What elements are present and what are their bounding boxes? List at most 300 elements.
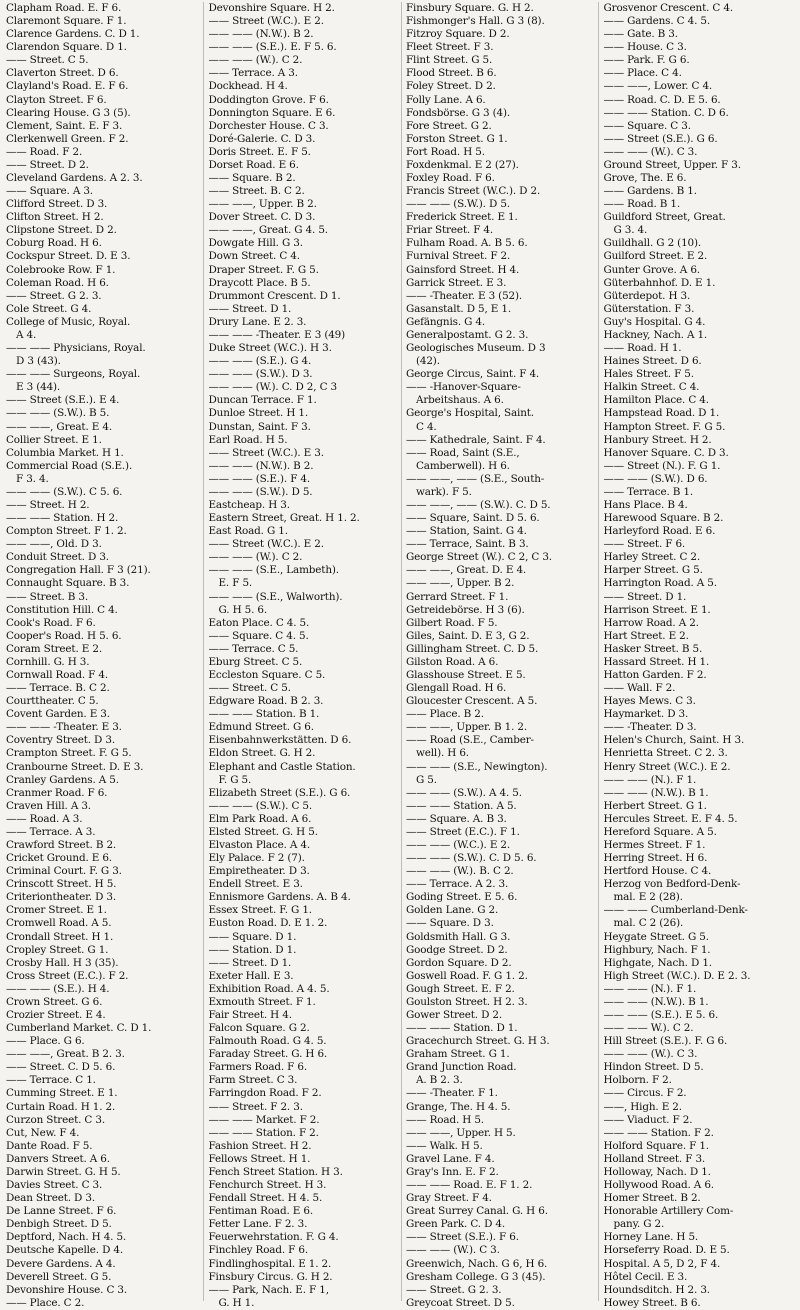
index-entry: Goulston Street. H 2. 3. — [405, 995, 528, 1008]
index-entry: Hampton Street. F. G 5. — [603, 420, 726, 433]
index-entry: Gordon Square. D 2. — [405, 956, 512, 969]
index-entry: Cumming Street. E 1. — [6, 1087, 118, 1100]
index-entry: Compton Street. F 1. 2. — [6, 525, 127, 538]
index-entry: —— Square. A. B 3. — [405, 812, 507, 825]
index-entry: Clerkenwell Green. F 2. — [6, 132, 129, 145]
index-entry: Glengall Road. H 6. — [405, 682, 507, 695]
index-entry: —— —— (S.W.). C. D 5. 6. — [405, 852, 537, 865]
index-entry: Howey Street. B 6. — [603, 1296, 701, 1309]
index-entry: Draper Street. F. G 5. — [208, 263, 319, 276]
index-entry: Doré-Galerie. C. D 3. — [208, 132, 316, 145]
index-entry: Fore Street. G 2. — [405, 119, 492, 132]
index-entry: Empiretheater. D 3. — [208, 865, 310, 878]
index-entry: Folly Lane. A 6. — [405, 93, 486, 106]
index-entry-continuation: G. H 1. — [218, 1296, 255, 1309]
index-entry: Fentiman Road. E 6. — [208, 1205, 313, 1218]
index-entry: Fellows Street. H 1. — [208, 1152, 311, 1165]
index-entry-continuation: G 3. 4. — [613, 224, 648, 237]
index-entry: Holland Street. F 3. — [603, 1152, 706, 1165]
index-entry: —— ——, Old. D 3. — [6, 538, 102, 551]
index-entry: Cricket Ground. E 6. — [6, 852, 112, 865]
index-entry: Exmouth Street. F 1. — [208, 995, 316, 1008]
index-entry: Homer Street. B 2. — [603, 1192, 701, 1205]
index-entry: Halkin Street. C 4. — [603, 381, 700, 394]
index-entry: —— ——, —— (S.W.). C. D 5. — [405, 498, 551, 511]
index-entry: Falmouth Road. G 4. 5. — [208, 1035, 327, 1048]
index-entry: Green Park. C. D 4. — [405, 1218, 506, 1231]
index-entry: Giles, Saint. D. E 3, G 2. — [405, 629, 530, 642]
index-entry: —— Terrace, Saint. B 3. — [405, 538, 529, 551]
index-entry: Gray's Inn. E. F 2. — [405, 1165, 499, 1178]
index-entry: Faraday Street. G. H 6. — [208, 1048, 328, 1061]
index-entry: Drummont Crescent. D 1. — [208, 289, 341, 302]
index-entry: Hackney, Nach. A 1. — [603, 328, 708, 341]
index-entry: Cooper's Road. H 5. 6. — [6, 629, 122, 642]
index-entry: Haines Street. D 6. — [603, 355, 702, 368]
index-entry: Dante Road. F 5. — [6, 1139, 93, 1152]
index-entry: Holloway, Nach. D 1. — [603, 1165, 711, 1178]
index-entry: Curtain Road. H 1. 2. — [6, 1100, 116, 1113]
index-entry: Eldon Street. G. H 2. — [208, 747, 316, 760]
index-entry: —— —— (S.E.). G 4. — [208, 355, 312, 368]
index-entry: Garrick Street. E 3. — [405, 276, 507, 289]
index-entry-continuation: mal. C 2 (26). — [613, 917, 684, 930]
index-entry: —— Street (W.C.). E 2. — [208, 538, 324, 551]
index-entry: Gefängnis. G 4. — [405, 315, 486, 328]
index-entry: Dunloe Street. H 1. — [208, 407, 308, 420]
index-column-3 — [401, 2, 599, 1309]
index-entry: Darwin Street. G. H 5. — [6, 1165, 121, 1178]
index-entry: Hollywood Road. A 6. — [603, 1179, 714, 1192]
index-entry: Hôtel Cecil. E 3. — [603, 1270, 688, 1283]
index-entry: Clayton Street. F 6. — [6, 93, 107, 106]
index-entry: —— Square. C 4. 5. — [208, 629, 309, 642]
index-entry: Curzon Street. C 3. — [6, 1113, 105, 1126]
index-entry: Henry Street (W.C.). E 2. — [603, 760, 731, 773]
index-entry: —— Street (W.C.). E 2. — [208, 15, 324, 28]
index-entry: Hans Place. B 4. — [603, 498, 688, 511]
index-entry: Helen's Church, Saint. H 3. — [603, 734, 745, 747]
index-entry: Cranbourne Street. D. E 3. — [6, 760, 144, 773]
index-entry-continuation: well). H 6. — [415, 747, 469, 760]
index-entry: Greycoat Street. D 5. — [405, 1296, 515, 1309]
index-entry: Gresham College. G 3 (45). — [405, 1270, 546, 1283]
index-entry: —— —— (N.W.). B 1. — [603, 995, 709, 1008]
index-entry: —— —— W.). C 2. — [603, 1022, 694, 1035]
index-entry: —— —— (S.E., Newington). — [405, 760, 548, 773]
index-entry: Dorset Road. E 6. — [208, 158, 299, 171]
index-entry: —— Road (S.E., Camber- — [405, 734, 534, 747]
index-entry-continuation: D 3 (43). — [16, 355, 61, 368]
index-entry: Fetter Lane. F 2. 3. — [208, 1218, 308, 1231]
index-entry: Farmers Road. F 6. — [208, 1061, 308, 1074]
index-entry: —— Street. H 2. — [6, 498, 90, 511]
index-entry: Crosby Hall. H 3 (35). — [6, 956, 119, 969]
index-entry: Clifford Street. D 3. — [6, 198, 108, 211]
index-entry: Geologisches Museum. D 3 — [405, 342, 546, 355]
index-entry: —— Street. F 6. — [603, 538, 686, 551]
index-entry: —— —— (W.). C 2. — [208, 54, 303, 67]
index-entry: Hercules Street. E. F 4. 5. — [603, 812, 738, 825]
index-entry: —— Station. D 1. — [208, 943, 297, 956]
index-entry: —— Road. F 2. — [6, 145, 83, 158]
index-entry: —— Terrace. A 3. — [208, 67, 298, 80]
index-entry-continuation: G. H 5. 6. — [218, 603, 268, 616]
index-entry: Hayes Mews. C 3. — [603, 695, 696, 708]
index-entry: Hill Street (S.E.). F. G 6. — [603, 1035, 728, 1048]
index-entry: —— Park. F. G 6. — [603, 54, 690, 67]
index-entry: Fair Street. H 4. — [208, 1009, 292, 1022]
index-entry: Golden Lane. G 2. — [405, 904, 499, 917]
index-entry: —— —— (S.E.). E 5. 6. — [603, 1009, 719, 1022]
index-entry: Great Surrey Canal. G. H 6. — [405, 1205, 548, 1218]
index-entry: Cook's Road. F 6. — [6, 616, 96, 629]
index-entry: College of Music, Royal. — [6, 315, 131, 328]
index-entry: —— Terrace. A 2. 3. — [405, 878, 509, 891]
index-entry: Clifton Street. H 2. — [6, 211, 104, 224]
index-entry: —— —— Physicians, Royal. — [6, 342, 146, 355]
index-entry: Graham Street. G 1. — [405, 1048, 510, 1061]
index-entry: Danvers Street. A 6. — [6, 1152, 110, 1165]
index-entry: Columbia Market. H 1. — [6, 446, 124, 459]
index-entry: —— —— (S.E.). F 4. — [208, 472, 311, 485]
index-entry: —— ——, Great. B 2. 3. — [6, 1048, 125, 1061]
index-entry: Devere Gardens. A 4. — [6, 1257, 116, 1270]
index-entry: Clapham Road. E. F 6. — [6, 2, 122, 14]
index-entry: Exeter Hall. E 3. — [208, 969, 294, 982]
index-entry: Claverton Street. D 6. — [6, 67, 119, 80]
index-entry: Fishmonger's Hall. G 3 (8). — [405, 15, 545, 28]
index-entry: —— Park, Nach. E. F 1, — [208, 1283, 329, 1296]
index-entry: —— -Hanover-Square- — [405, 381, 521, 394]
index-entry: Goding Street. E 5. 6. — [405, 891, 518, 904]
index-entry: Coleman Road. H 6. — [6, 276, 109, 289]
index-entry: Constitution Hill. C 4. — [6, 603, 118, 616]
index-entry: —— Walk. H 5. — [405, 1139, 483, 1152]
index-entry: —— —— (W.). C 3. — [405, 1244, 500, 1257]
index-entry: Dockhead. H 4. — [208, 80, 288, 93]
index-entry: —— Street. D 1. — [603, 590, 687, 603]
index-entry: Goodge Street. D 2. — [405, 943, 508, 956]
index-entry: —— ——, Great. E 4. — [6, 420, 112, 433]
index-entry: Criteriontheater. D 3. — [6, 891, 117, 904]
index-entry: Hospital. A 5, D 2, F 4. — [603, 1257, 721, 1270]
index-entry: —— Street. D 1. — [208, 302, 292, 315]
index-entry: Fulham Road. A. B 5. 6. — [405, 237, 528, 250]
index-entry: —— ——, Upper. B 1. 2. — [405, 721, 528, 734]
index-entry: Euston Road. D. E 1. 2. — [208, 917, 328, 930]
index-entry: —— Street. B 3. — [6, 590, 89, 603]
index-entry: —— ——, Upper. H 5. — [405, 1126, 516, 1139]
index-entry: —— Street. B. C 2. — [208, 185, 305, 198]
index-entry: Harley Street. C 2. — [603, 551, 701, 564]
index-entry: Fleet Street. F 3. — [405, 41, 494, 54]
index-entry: —— Street. D 2. — [6, 158, 89, 171]
index-entry: Goswell Road. F. G 1. 2. — [405, 969, 528, 982]
index-entry: Finchley Road. F 6. — [208, 1244, 308, 1257]
index-entry: Down Street. C 4. — [208, 250, 300, 263]
index-entry: Cornwall Road. F 4. — [6, 668, 109, 681]
index-entry: Commercial Road (S.E.). — [6, 459, 133, 472]
index-entry-continuation: F 3. 4. — [16, 472, 49, 485]
index-entry: —— Place. G 6. — [6, 1035, 85, 1048]
index-entry: —— Terrace. B. C 2. — [6, 682, 110, 695]
index-entry: Goldsmith Hall. G 3. — [405, 930, 511, 943]
index-entry: Hamilton Place. C 4. — [603, 394, 709, 407]
index-entry: —— —— -Theater. E 3 (49) — [208, 328, 346, 341]
index-entry: —— ——, Lower. C 4. — [603, 80, 713, 93]
index-entry: Clipstone Street. D 2. — [6, 224, 117, 237]
index-entry: Houndsditch. H 2. 3. — [603, 1283, 710, 1296]
index-entry: Edgware Road. B 2. 3. — [208, 695, 324, 708]
index-entry: Foxdenkmal. E 2 (27). — [405, 158, 519, 171]
index-entry: —— Square. B 2. — [208, 172, 296, 185]
index-entry: Horney Lane. H 5. — [603, 1231, 699, 1244]
index-entry: Fenchurch Street. H 3. — [208, 1179, 327, 1192]
index-entry: Gloucester Crescent. A 5. — [405, 695, 538, 708]
index-entry: Coventry Street. D 3. — [6, 734, 115, 747]
index-entry: Draycott Place. B 5. — [208, 276, 311, 289]
index-entry: Crawford Street. B 2. — [6, 839, 117, 851]
index-entry: Foley Street. D 2. — [405, 80, 496, 93]
index-entry: Heygate Street. G 5. — [603, 930, 709, 943]
index-entry: Cut, New. F 4. — [6, 1126, 80, 1139]
index-entry: Fondsbörse. G 3 (4). — [405, 106, 511, 119]
index-entry: —— Place. C 4. — [603, 67, 682, 80]
index-entry: —— Place. B 2. — [405, 708, 484, 721]
index-entry: Deverell Street. G 5. — [6, 1270, 112, 1283]
index-entry: Cranmer Road. F 6. — [6, 786, 108, 799]
index-entry: Ground Street, Upper. F 3. — [603, 158, 741, 171]
index-entry: Dowgate Hill. G 3. — [208, 237, 303, 250]
index-entry: Foxley Road. F 6. — [405, 172, 495, 185]
index-entry: —— ——, —— (S.E., South- — [405, 472, 545, 485]
index-entry: Eaton Place. C 4. 5. — [208, 616, 310, 629]
index-entry: Highgate, Nach. D 1. — [603, 956, 712, 969]
index-entry: —— Place. C 2. — [6, 1296, 85, 1309]
index-entry-continuation: E 3 (44). — [16, 381, 61, 394]
index-entry: Connaught Square. B 3. — [6, 577, 130, 590]
index-entry: —— —— (S.W.). C 5. 6. — [6, 485, 123, 498]
index-entry: Herring Street. H 6. — [603, 852, 708, 865]
index-entry: Hasker Street. B 5. — [603, 642, 703, 655]
index-entry: —— —— (S.W.). D 3. — [208, 368, 313, 381]
index-entry-continuation: mal. E 2 (28). — [613, 891, 683, 904]
index-entry: Holborn. F 2. — [603, 1074, 672, 1087]
index-entry: Guy's Hospital. G 4. — [603, 315, 706, 328]
index-entry: Cropley Street. G 1. — [6, 943, 109, 956]
index-entry: Fench Street Station. H 3. — [208, 1165, 343, 1178]
index-entry: —— Terrace. A 3. — [6, 825, 96, 838]
index-entry: Honorable Artillery Com- — [603, 1205, 734, 1218]
index-entry: Eisenbahnwerkstätten. D 6. — [208, 734, 352, 747]
index-entry: Gasanstalt. D 5, E 1. — [405, 302, 512, 315]
index-entry: —— Street. D 1. — [208, 956, 292, 969]
index-entry: Conduit Street. D 3. — [6, 551, 109, 564]
index-column-4 — [598, 2, 796, 1309]
index-entry: —— —— Station. H 2. — [6, 512, 119, 525]
index-entry: —— —— (S.W.). B 5. — [6, 407, 110, 420]
index-entry: Crondall Street. H 1. — [6, 930, 114, 943]
index-entry: —— Gate. B 3. — [603, 28, 678, 41]
index-entry: —— —— (S.E., Walworth). — [208, 590, 343, 603]
index-entry: Cleveland Gardens. A 2. 3. — [6, 172, 143, 185]
index-entry: Harrison Street. E 1. — [603, 603, 711, 616]
index-entry: Güterbahnhof. D. E 1. — [603, 276, 716, 289]
index-entry: —— ——, Great. G 4. 5. — [208, 224, 328, 237]
index-entry: —— Street. C 5. — [208, 682, 291, 695]
index-entry: —— -Theater. E 3 (52). — [405, 289, 523, 302]
index-entry: Guildhall. G 2 (10). — [603, 237, 702, 250]
index-entry: Hassard Street. H 1. — [603, 655, 710, 668]
index-entry: —— Square. D 1. — [208, 930, 297, 943]
index-entry: Eburg Street. C 5. — [208, 655, 303, 668]
index-entry: Gower Street. D 2. — [405, 1009, 503, 1022]
index-entry: —— —— (S.W.). D 5. — [208, 485, 313, 498]
index-entry: —— —— (N.W.). B 2. — [208, 459, 314, 472]
index-entry: —— —— (W.). B. C 2. — [405, 865, 514, 878]
index-entry: Harewood Square. B 2. — [603, 512, 724, 525]
index-entry: Francis Street (W.C.). D 2. — [405, 185, 541, 198]
index-entry: Herbert Street. G 1. — [603, 799, 707, 812]
index-entry: —— —— Cumberland-Denk- — [603, 904, 748, 917]
index-entry: Grove, The. E 6. — [603, 172, 687, 185]
index-entry: Clarendon Square. D 1. — [6, 41, 127, 54]
index-entry: Elm Park Road. A 6. — [208, 812, 312, 825]
index-entry: —— —— Station. F 2. — [208, 1126, 319, 1139]
index-entry: Findlinghospital. E 1. 2. — [208, 1257, 332, 1270]
index-entry: Falcon Square. G 2. — [208, 1022, 310, 1035]
index-entry: —— —— (S.E., Lambeth). — [208, 564, 339, 577]
index-entry: Crinscott Street. H 5. — [6, 878, 117, 891]
index-entry: Highbury, Nach. F 1. — [603, 943, 711, 956]
index-entry: Finsbury Circus. G. H 2. — [208, 1270, 333, 1283]
index-entry: —— —— (N.W.). B 1. — [603, 786, 709, 799]
index-entry: Drury Lane. E 2. 3. — [208, 315, 307, 328]
index-entry: —— —— Station. F 2. — [603, 1126, 714, 1139]
index-entry: —— Square. D 3. — [405, 917, 494, 930]
index-entry: Guilford Street. E 2. — [603, 250, 708, 263]
index-entry: Duke Street (W.C.). H 3. — [208, 342, 332, 355]
index-entry: Fendall Street. H 4. 5. — [208, 1192, 323, 1205]
index-entry: ——, High. E 2. — [603, 1100, 682, 1113]
index-entry: —— -Theater. D 3. — [603, 721, 697, 734]
index-entry: Clement, Saint. E. F 3. — [6, 119, 123, 132]
index-entry: —— —— Market. F 2. — [208, 1113, 320, 1126]
index-entry: Doris Street. E. F 5. — [208, 145, 311, 158]
index-entry: Denbigh Street. D 5. — [6, 1218, 112, 1231]
index-entry: —— Station, Saint. G 4. — [405, 525, 527, 538]
index-entry: —— Circus. F 2. — [603, 1087, 687, 1100]
index-entry: —— Street (S.E.). E 4. — [6, 394, 120, 407]
index-entry-continuation: F. G 5. — [218, 773, 252, 786]
index-entry: Claremont Square. F 1. — [6, 15, 127, 28]
index-entry: —— —— (W.). C 2. — [208, 551, 303, 564]
index-entry-continuation: (42). — [415, 355, 440, 368]
index-entry: —— Street (S.E.). F 6. — [405, 1231, 519, 1244]
index-entry: —— —— (N.). F 1. — [603, 982, 697, 995]
index-entry: Getreidebörse. H 3 (6). — [405, 603, 525, 616]
index-entry-continuation: A 4. — [16, 328, 37, 341]
index-entry: —— Terrace. C 1. — [6, 1074, 96, 1087]
index-entry: Cranley Gardens. A 5. — [6, 773, 119, 786]
index-entry: Courttheater. C 5. — [6, 695, 99, 708]
index-entry-continuation: Arbeitshaus. A 6. — [415, 394, 504, 407]
index-entry: Elvaston Place. A 4. — [208, 839, 311, 851]
index-entry: Gerrard Street. F 1. — [405, 590, 509, 603]
index-entry: Donnington Square. E 6. — [208, 106, 336, 119]
index-entry: Grand Junction Road. — [405, 1061, 517, 1074]
index-entry: Cole Street. G 4. — [6, 302, 92, 315]
index-entry: Edmund Street. G 6. — [208, 721, 314, 734]
index-entry: Devonshire Square. H 2. — [208, 2, 335, 14]
index-entry: Hindon Street. D 5. — [603, 1061, 704, 1074]
index-entry: Harper Street. G 5. — [603, 564, 703, 577]
index-entry: Flood Street. B 6. — [405, 67, 497, 80]
index-entry: Harleyford Road. E 6. — [603, 525, 716, 538]
index-entry: Hart Street. E 2. — [603, 629, 689, 642]
index-entry: Forston Street. G 1. — [405, 132, 508, 145]
index-entry: Herzog von Bedford-Denk- — [603, 878, 741, 891]
index-entry: Covent Garden. E 3. — [6, 708, 110, 721]
index-entry: Gough Street. E. F 2. — [405, 982, 515, 995]
index-entry: Hales Street. F 5. — [603, 368, 694, 381]
index-entry: Fitzroy Square. D 2. — [405, 28, 510, 41]
index-entry: Glasshouse Street. E 5. — [405, 668, 526, 681]
index-entry: —— —— Station. A 5. — [405, 799, 517, 812]
index-entry: Guildford Street, Great. — [603, 211, 726, 224]
index-entry: Gravel Lane. F 4. — [405, 1152, 495, 1165]
index-entry: —— Road. B 1. — [603, 198, 681, 211]
index-entry: Doddington Grove. F 6. — [208, 93, 329, 106]
index-entry: Hampstead Road. D 1. — [603, 407, 720, 420]
index-entry: Gilbert Road. F 5. — [405, 616, 498, 629]
index-entry: Haymarket. D 3. — [603, 708, 689, 721]
index-entry: Dunstan, Saint. F 3. — [208, 420, 311, 433]
index-entry-continuation: pany. G 2. — [613, 1218, 665, 1231]
index-entry: —— Street. C. D 5. 6. — [6, 1061, 116, 1074]
index-entry: Güterstation. F 3. — [603, 302, 695, 315]
index-entry: —— Street (E.C.). F 1. — [405, 825, 520, 838]
index-entry: —— —— (S.E.). E. F 5. 6. — [208, 41, 337, 54]
index-entry: —— Terrace. C 5. — [208, 642, 299, 655]
index-entry: Clarence Gardens. C. D 1. — [6, 28, 140, 41]
index-entry: Coram Street. E 2. — [6, 642, 102, 655]
index-entry: Cornhill. G. H 3. — [6, 655, 90, 668]
index-entry-continuation: A. B 2. 3. — [415, 1074, 463, 1087]
index-entry: East Road. G 1. — [208, 525, 288, 538]
index-entry: —— Wall. F 2. — [603, 682, 676, 695]
index-entry: Gainsford Street. H 4. — [405, 263, 520, 276]
index-entry: —— Square, Saint. D 5. 6. — [405, 512, 540, 525]
index-entry: Elephant and Castle Station. — [208, 760, 356, 773]
index-entry: —— —— (S.W.). D 5. — [405, 198, 510, 211]
index-entry-continuation: Camberwell). H 6. — [415, 459, 510, 472]
index-entry: Fort Road. H 5. — [405, 145, 485, 158]
index-entry: —— Gardens. B 1. — [603, 185, 697, 198]
index-entry: —— House. C 3. — [603, 41, 687, 54]
index-entry: Furnival Street. F 2. — [405, 250, 511, 263]
index-entry: Elsted Street. G. H 5. — [208, 825, 318, 838]
index-entry: Congregation Hall. F 3 (21). — [6, 564, 151, 577]
index-entry: George Circus, Saint. F 4. — [405, 368, 540, 381]
index-entry: Farringdon Road. F 2. — [208, 1087, 322, 1100]
index-entry-continuation: E. F 5. — [218, 577, 253, 590]
index-entry: Cromwell Road. A 5. — [6, 917, 112, 930]
index-entry: Horseferry Road. D. E 5. — [603, 1244, 730, 1257]
index-entry: —— Street. F 2. 3. — [208, 1100, 303, 1113]
index-entry: Cross Street (E.C.). F 2. — [6, 969, 129, 982]
